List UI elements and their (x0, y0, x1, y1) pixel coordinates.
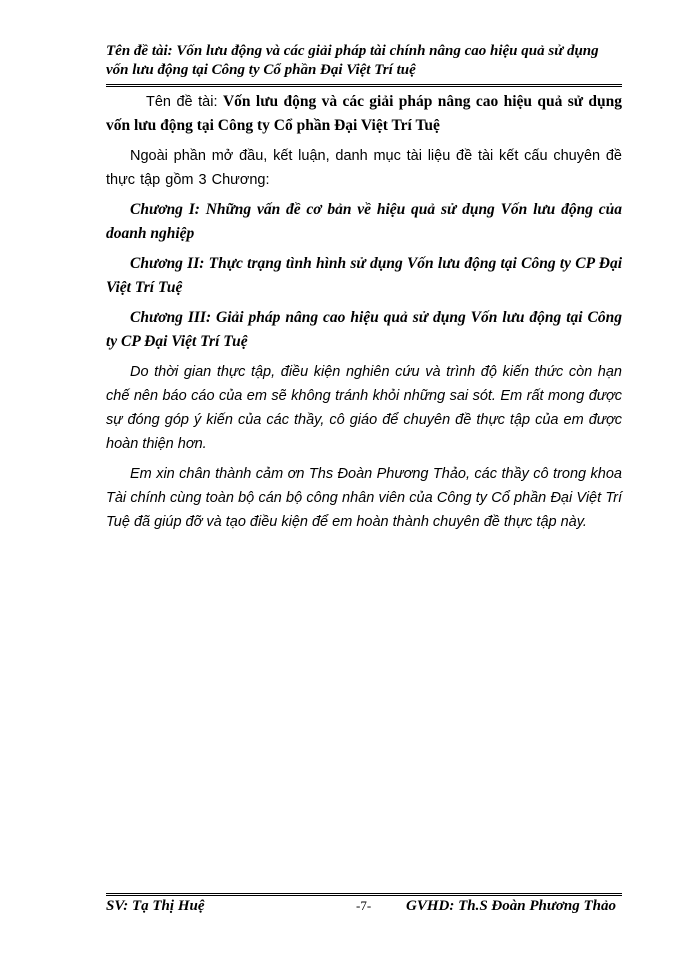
header-line-2: vốn lưu động tại Công ty Cổ phần Đại Việt Trí tuệ (106, 62, 416, 78)
intro-paragraph: Ngoài phần mở đầu, kết luận, danh mục tài liệu đề tài kết cấu chuyên đề thực tập gồm 3 Chương: (106, 148, 622, 188)
page-footer (106, 898, 622, 920)
topic-paragraph (106, 90, 622, 138)
advisor-name: GVHD: Th.S Đoàn Phương Thảo (406, 898, 616, 914)
page-number: -7- (356, 898, 372, 913)
header-divider (106, 84, 622, 87)
document-body (106, 90, 622, 540)
thanks-paragraph: Em xin chân thành cảm ơn Ths Đoàn Phương Thảo, các thầy cô trong khoa Tài chính cùng toàn bộ cán bộ công nhân viên của Công ty Cổ phần Đại Việt Trí Tuệ đã giúp đỡ và tạo điều kiện để em hoàn thành chuyên đề thực tập này. (106, 466, 622, 530)
footer-divider (106, 893, 622, 896)
student-name: SV: Tạ Thị Huệ (106, 898, 205, 914)
header-line-1: Tên đề tài: Vốn lưu động và các giải pháp tài chính nâng cao hiệu quả sử dụng (106, 43, 599, 59)
topic-title: Vốn lưu động và các giải pháp nâng cao hiệu quả sử dụng vốn lưu động tại Công ty Cổ phần Đại Việt Trí Tuệ (106, 93, 622, 134)
topic-label: Tên đề tài: (146, 94, 223, 110)
chapter-1: Chương I: Những vấn đề cơ bản về hiệu quả sử dụng Vốn lưu động của doanh nghiệp (106, 201, 622, 242)
page-header (106, 42, 626, 80)
chapter-2: Chương II: Thực trạng tình hình sử dụng Vốn lưu động tại Công ty CP Đại Việt Trí Tuệ (106, 255, 622, 296)
limitations-paragraph: Do thời gian thực tập, điều kiện nghiên cứu và trình độ kiến thức còn hạn chế nên báo cáo của em sẽ không tránh khỏi những sai sót. Em rất mong được sự đóng góp ý kiến của các thầy, cô giáo để chuyên đề thực tập của em được hoàn thiện hơn. (106, 364, 622, 452)
chapter-3: Chương III: Giải pháp nâng cao hiệu quả sử dụng Vốn lưu động tại Công ty CP Đại Việt Trí Tuệ (106, 309, 622, 350)
